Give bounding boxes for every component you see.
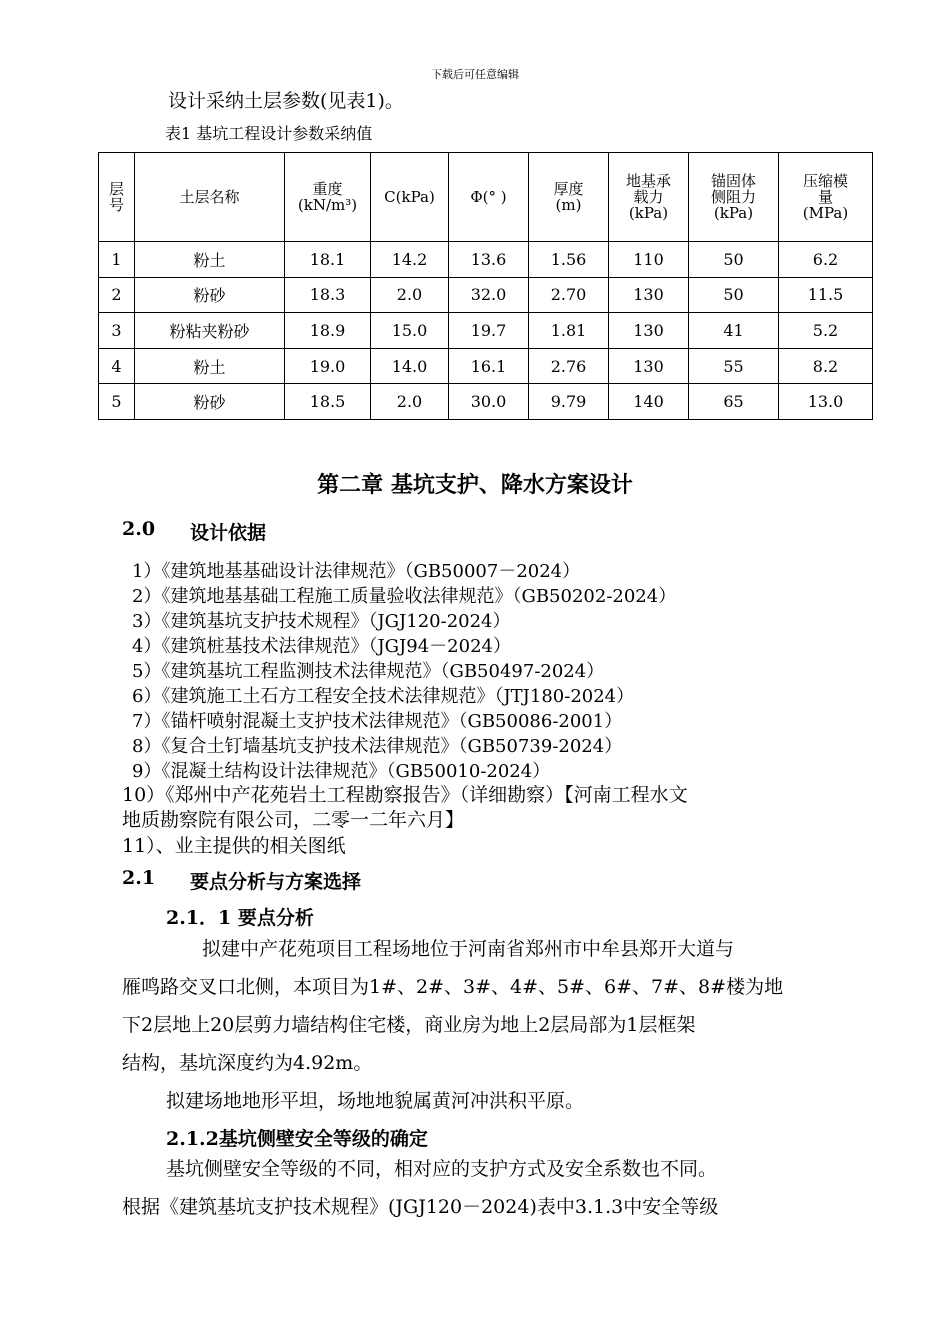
reference-10-line1: 10）《郑州中产花苑岩土工程勘察报告》（详细勘察）【河南工程水文: [122, 784, 688, 806]
table-cell: 130: [609, 277, 689, 313]
soil-parameters-table: [98, 152, 873, 420]
header-text-line: 厚度: [553, 180, 584, 198]
table-cell: 19.7: [449, 313, 529, 349]
table-header-row: [99, 153, 873, 242]
table-cell: 6.2: [779, 242, 873, 278]
table-header-cell: [779, 153, 873, 242]
table-cell: 50: [689, 242, 779, 278]
table-cell: 13.6: [449, 242, 529, 278]
table-header-cell: [689, 153, 779, 242]
table-cell: 14.0: [371, 348, 449, 384]
table-cell: 2.0: [371, 384, 449, 420]
paragraph-line: 拟建中产花苑项目工程场地位于河南省郑州市中牟县郑开大道与: [202, 938, 735, 960]
table-cell: 3: [99, 313, 135, 349]
reference-item: 9）《混凝土结构设计法律规范》（GB50010-2024）: [132, 761, 551, 782]
table-header-cell: [135, 153, 285, 242]
table-cell: 8.2: [779, 348, 873, 384]
table-header-cell: [529, 153, 609, 242]
table-cell: 16.1: [449, 348, 529, 384]
table-cell: 130: [609, 348, 689, 384]
table-cell: 2.76: [529, 348, 609, 384]
header-text-line: C(kPa): [384, 188, 435, 206]
table-cell: 5: [99, 384, 135, 420]
header-text-line: 锚固体: [710, 172, 756, 190]
header-text-line: Φ(° ): [470, 188, 507, 206]
header-text-line: (kN/m³): [297, 196, 358, 214]
reference-item: 7）《锚杆喷射混凝土支护技术法律规范》（GB50086-2001）: [132, 711, 623, 732]
header-text-line: 号: [108, 196, 124, 214]
header-text-line: 侧阻力: [710, 188, 756, 206]
table-cell: 4: [99, 348, 135, 384]
table-cell: 11.5: [779, 277, 873, 313]
table-cell: 粉土: [135, 242, 285, 278]
reference-item: 6）《建筑施工土石方工程安全技术法律规范》（JTJ180-2024）: [132, 686, 635, 707]
section-2-1-number: 2.1: [122, 867, 156, 889]
table-cell: 41: [689, 313, 779, 349]
table-cell: 5.2: [779, 313, 873, 349]
reference-item: 1）《建筑地基基础设计法律规范》（GB50007－2024）: [132, 561, 581, 582]
reference-item: 4）《建筑桩基技术法律规范》（JGJ94－2024）: [132, 636, 511, 657]
header-text-line: 载力: [633, 188, 664, 206]
header-text-line: 压缩模: [802, 172, 848, 190]
table-row: [99, 277, 873, 313]
table-cell: 32.0: [449, 277, 529, 313]
table-header-cell: [371, 153, 449, 242]
paragraph-line: 基坑侧壁安全等级的不同，相对应的支护方式及安全系数也不同。: [166, 1158, 718, 1180]
table-header-cell: [449, 153, 529, 242]
header-text-line: 土层名称: [179, 188, 240, 206]
table-cell: 13.0: [779, 384, 873, 420]
table-cell: 50: [689, 277, 779, 313]
header-text-line: (kPa): [713, 204, 754, 222]
section-2-1-1-heading: 2.1．1 要点分析: [166, 907, 314, 929]
reference-item: 5）《建筑基坑工程监测技术法律规范》（GB50497-2024）: [132, 661, 605, 682]
table-row: [99, 242, 873, 278]
paragraph-line: 雁鸣路交叉口北侧，本项目为1#、2#、3#、4#、5#、6#、7#、8#楼为地: [122, 976, 784, 998]
table-row: [99, 348, 873, 384]
table-cell: 18.3: [285, 277, 371, 313]
table-cell: 粉粘夹粉砂: [135, 313, 285, 349]
analysis-paragraph: [122, 930, 783, 1082]
reference-11: 11）、业主提供的相关图纸: [122, 835, 346, 857]
table-cell: 19.0: [285, 348, 371, 384]
table-header-cell: [609, 153, 689, 242]
header-text-line: (MPa): [802, 204, 849, 222]
table-cell: 粉砂: [135, 384, 285, 420]
table-cell: 2: [99, 277, 135, 313]
table-header-cell: [285, 153, 371, 242]
reference-item: 2）《建筑地基基础工程施工质量验收法律规范》（GB50202-2024）: [132, 586, 677, 607]
references-list: [132, 557, 676, 782]
table-cell: 140: [609, 384, 689, 420]
reference-item: 8）《复合土钉墙基坑支护技术法律规范》（GB50739-2024）: [132, 736, 623, 757]
header-text-line: 层: [108, 180, 124, 198]
terrain-paragraph: 拟建场地地形平坦，场地地貌属黄河冲洪积平原。: [166, 1090, 585, 1112]
section-2-0-number: 2.0: [122, 518, 156, 540]
reference-10-line2: 地质勘察院有限公司，二零一二年六月】: [122, 809, 465, 831]
paragraph-line: 下2层地上20层剪力墙结构住宅楼，商业房为地上2层局部为1层框架: [122, 1014, 696, 1036]
table-header-cell: [99, 153, 135, 242]
table-cell: 粉土: [135, 348, 285, 384]
table-cell: 粉砂: [135, 277, 285, 313]
table-row: [99, 313, 873, 349]
table-cell: 18.1: [285, 242, 371, 278]
table-cell: 2.0: [371, 277, 449, 313]
table-row: [99, 384, 873, 420]
section-2-1-2-heading: 2.1.2基坑侧壁安全等级的确定: [166, 1128, 428, 1150]
header-text-line: (m): [555, 196, 582, 214]
header-text-line: 量: [817, 188, 833, 206]
paragraph-line: 根据《建筑基坑支护技术规程》(JGJ120－2024)表中3.1.3中安全等级: [122, 1196, 719, 1218]
table-cell: 15.0: [371, 313, 449, 349]
table-cell: 110: [609, 242, 689, 278]
table-cell: 18.9: [285, 313, 371, 349]
table-caption: 表1 基坑工程设计参数采纳值: [165, 124, 373, 143]
section-2-1-title: 要点分析与方案选择: [190, 871, 362, 893]
section-2-0-title: 设计依据: [190, 522, 267, 544]
safety-level-paragraph: [122, 1150, 718, 1226]
reference-item: 3）《建筑基坑支护技术规程》（JGJ120-2024）: [132, 611, 511, 632]
header-note: 下载后可任意编辑: [431, 68, 519, 81]
header-text-line: (kPa): [628, 204, 669, 222]
intro-line: 设计采纳土层参数(见表1)。: [168, 90, 404, 112]
header-text-line: 地基承: [625, 172, 671, 190]
table-cell: 30.0: [449, 384, 529, 420]
chapter-title: 第二章 基坑支护、降水方案设计: [317, 472, 633, 498]
table-cell: 1.56: [529, 242, 609, 278]
table-cell: 55: [689, 348, 779, 384]
table-cell: 9.79: [529, 384, 609, 420]
table-cell: 18.5: [285, 384, 371, 420]
table-cell: 1: [99, 242, 135, 278]
header-text-line: 重度: [312, 180, 343, 198]
table-cell: 14.2: [371, 242, 449, 278]
table-cell: 65: [689, 384, 779, 420]
table-cell: 2.70: [529, 277, 609, 313]
table-cell: 1.81: [529, 313, 609, 349]
paragraph-line: 结构，基坑深度约为4.92m。: [122, 1052, 373, 1074]
table-cell: 130: [609, 313, 689, 349]
